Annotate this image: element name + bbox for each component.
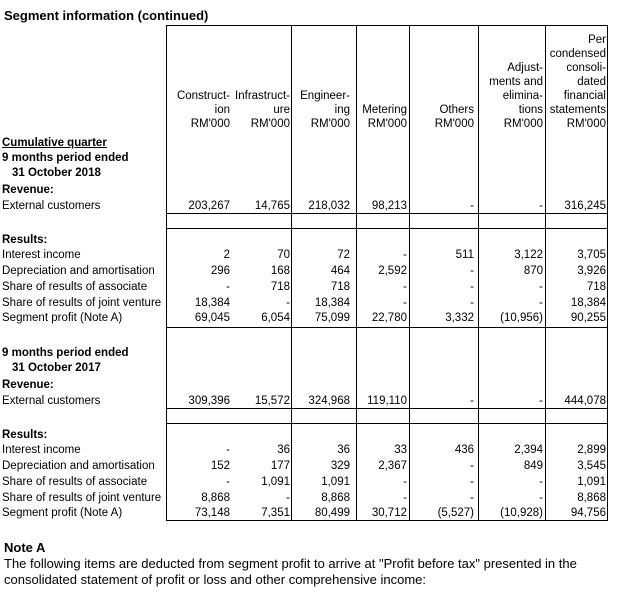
divider-line [166, 423, 608, 424]
cell-construction: 2 [223, 249, 230, 261]
note-a-text: The following items are deducted from segment profit to arrive at "Profit before tax" presented in the consolidated statement of profit or loss and other comprehensive income: [4, 556, 577, 587]
cell-engineering: 464 [330, 265, 350, 277]
cell-metering: 30,712 [371, 507, 407, 519]
cell-construction: 296 [210, 265, 230, 277]
cell-construction: - [226, 444, 230, 456]
cell-construction: 73,148 [194, 507, 230, 519]
cell-adjustments: - [539, 200, 543, 212]
row-label: Depreciation and amortisation [2, 265, 155, 277]
cell-engineering: 218,032 [308, 200, 350, 212]
row-label: Share of results of joint venture [2, 297, 162, 309]
cell-metering: 33 [394, 444, 407, 456]
cell-adjustments: 2,394 [514, 444, 543, 456]
column-header-adjustments: ments and [489, 76, 543, 88]
cell-metering: 2,367 [378, 460, 407, 472]
cell-infrastructure: 1,091 [261, 476, 290, 488]
cell-others: - [470, 265, 474, 277]
column-header-consolidated: consoli- [566, 62, 606, 74]
cell-consolidated: 718 [586, 281, 606, 293]
cell-metering: - [403, 249, 407, 261]
cell-others: - [470, 460, 474, 472]
cell-engineering: 718 [330, 281, 350, 293]
cell-engineering: 36 [337, 444, 350, 456]
row-label: Share of results of joint venture [2, 492, 162, 504]
column-header-engineering: Engineer- [300, 90, 350, 102]
column-header-construction: RM'000 [190, 118, 230, 130]
cell-infrastructure: 14,765 [254, 200, 290, 212]
cell-engineering: 8,868 [321, 492, 350, 504]
cell-adjustments: - [539, 395, 543, 407]
column-header-consolidated: Per [588, 34, 606, 46]
cell-consolidated: 1,091 [577, 476, 606, 488]
row-label: Share of results of associate [2, 281, 148, 293]
cell-others: - [470, 200, 474, 212]
page-title: Segment information (continued) [4, 8, 209, 23]
cell-others: - [470, 492, 474, 504]
cell-construction: 152 [210, 460, 230, 472]
cell-consolidated: 2,899 [577, 444, 606, 456]
cell-others: 511 [455, 249, 474, 261]
period-date: 31 October 2018 [12, 167, 101, 179]
column-header-metering: RM'000 [367, 118, 407, 130]
cell-metering: 119,110 [367, 395, 407, 407]
cell-engineering: 329 [330, 460, 350, 472]
cell-others: - [470, 395, 474, 407]
column-header-others: RM'000 [434, 118, 474, 130]
column-header-consolidated: condensed [549, 48, 606, 60]
cell-construction: 203,267 [188, 200, 230, 212]
revenue-label: Revenue: [2, 379, 54, 391]
cell-construction: - [226, 476, 230, 488]
cell-metering: 2,592 [378, 265, 407, 277]
cell-construction: 18,384 [194, 297, 230, 309]
cell-metering: - [403, 281, 407, 293]
column-header-others: Others [439, 104, 474, 116]
divider-line [166, 408, 608, 409]
cell-others: - [470, 281, 474, 293]
column-header-metering: Metering [362, 104, 407, 116]
column-header-consolidated: RM'000 [566, 118, 606, 130]
cell-consolidated: 3,705 [577, 249, 606, 261]
cell-engineering: 18,384 [314, 297, 350, 309]
column-header-engineering: RM'000 [310, 118, 350, 130]
column-header-infrastructure: ure [273, 104, 290, 116]
cell-others: 436 [454, 444, 474, 456]
cell-adjustments: (10,956) [500, 312, 543, 324]
row-label: External customers [2, 200, 101, 212]
cell-others: - [470, 297, 474, 309]
period-label: 9 months period ended [2, 152, 129, 164]
cell-engineering: 72 [337, 249, 350, 261]
cell-metering: - [403, 492, 407, 504]
cell-consolidated: 90,255 [570, 312, 606, 324]
cell-others: 3,332 [445, 312, 474, 324]
cell-infrastructure: 36 [277, 444, 290, 456]
cell-engineering: 1,091 [321, 476, 350, 488]
column-header-adjustments: Adjust- [507, 62, 543, 74]
cell-construction: 309,396 [188, 395, 230, 407]
column-header-adjustments: RM'000 [503, 118, 543, 130]
cell-infrastructure: 168 [270, 265, 290, 277]
row-label: External customers [2, 395, 101, 407]
note-a-heading: Note A [4, 540, 46, 555]
cell-adjustments: 870 [523, 265, 543, 277]
column-header-engineering: ing [334, 104, 350, 116]
revenue-label: Revenue: [2, 184, 54, 196]
cell-infrastructure: 70 [277, 249, 290, 261]
cumulative-quarter-heading: Cumulative quarter [2, 137, 107, 149]
divider-line [166, 327, 608, 328]
cell-adjustments: - [539, 297, 543, 309]
period-label: 9 months period ended [2, 347, 129, 359]
row-label: Share of results of associate [2, 476, 148, 488]
cell-construction: 69,045 [194, 312, 230, 324]
row-label: Segment profit (Note A) [2, 312, 123, 324]
period-date: 31 October 2017 [12, 362, 101, 374]
column-header-consolidated: financial [563, 90, 606, 102]
column-header-construction: ion [214, 104, 230, 116]
cell-metering: - [403, 476, 407, 488]
cell-infrastructure: 718 [270, 281, 290, 293]
cell-others: - [470, 476, 474, 488]
results-label: Results: [2, 234, 48, 246]
column-header-adjustments: tions [518, 104, 543, 116]
cell-consolidated: 3,926 [577, 265, 606, 277]
cell-infrastructure: 15,572 [254, 395, 290, 407]
cell-infrastructure: - [286, 297, 290, 309]
divider-line [166, 213, 608, 214]
cell-adjustments: - [539, 281, 543, 293]
cell-consolidated: 444,078 [564, 395, 606, 407]
cell-adjustments: - [539, 476, 543, 488]
cell-consolidated: 94,756 [570, 507, 606, 519]
cell-adjustments: 849 [523, 460, 543, 472]
cell-infrastructure: - [286, 492, 290, 504]
results-label: Results: [2, 429, 48, 441]
cell-consolidated: 316,245 [564, 200, 606, 212]
cell-infrastructure: 177 [270, 460, 290, 472]
column-header-adjustments: elimina- [502, 90, 543, 102]
cell-metering: - [403, 297, 407, 309]
cell-adjustments: (10,928) [500, 507, 543, 519]
row-label: Interest income [2, 444, 81, 456]
divider-line [166, 228, 608, 229]
column-header-consolidated: statements [549, 104, 606, 116]
cell-metering: 98,213 [371, 200, 407, 212]
cell-infrastructure: 7,351 [261, 507, 290, 519]
cell-adjustments: - [539, 492, 543, 504]
column-header-infrastructure: Infrastruct- [235, 90, 290, 102]
cell-construction: 8,868 [201, 492, 230, 504]
cell-engineering: 324,968 [308, 395, 350, 407]
cell-consolidated: 18,384 [570, 297, 606, 309]
cell-metering: 22,780 [371, 312, 407, 324]
cell-engineering: 75,099 [314, 312, 350, 324]
column-header-consolidated: dated [577, 76, 606, 88]
cell-construction: - [226, 281, 230, 293]
row-label: Depreciation and amortisation [2, 460, 155, 472]
row-label: Interest income [2, 249, 81, 261]
cell-adjustments: 3,122 [514, 249, 543, 261]
column-header-construction: Construct- [176, 90, 230, 102]
column-header-infrastructure: RM'000 [250, 118, 290, 130]
cell-infrastructure: 6,054 [261, 312, 290, 324]
cell-others: (5,527) [437, 507, 474, 519]
row-label: Segment profit (Note A) [2, 507, 123, 519]
cell-consolidated: 8,868 [577, 492, 606, 504]
cell-consolidated: 3,545 [577, 460, 606, 472]
cell-engineering: 80,499 [314, 507, 350, 519]
